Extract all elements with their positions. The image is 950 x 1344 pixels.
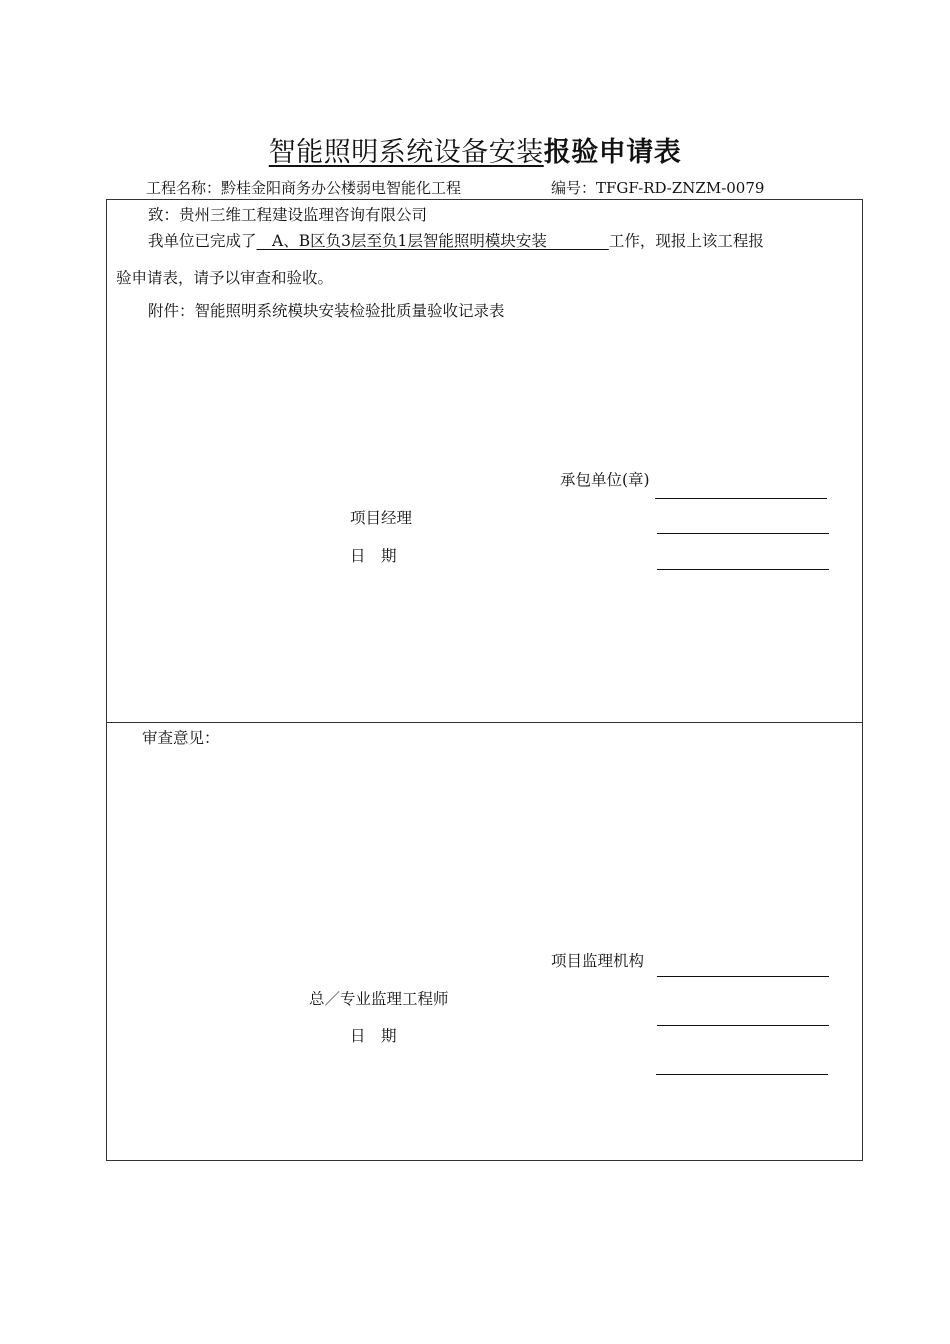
completion-suffix: 工作，现报上该工程报: [608, 232, 764, 250]
review-opinion-label: 审查意见：: [142, 729, 220, 747]
supervising-engineer-signature-line: [657, 1025, 829, 1026]
completed-work: A、B区负3层至负1层智能照明模块安装: [256, 232, 609, 250]
application-date-label: 日 期: [350, 547, 397, 565]
project-manager-label: 项目经理: [350, 509, 413, 527]
title-bold: 报验申请表: [543, 137, 682, 168]
attachment: 附件：智能照明系统模块安装检验批质量验收记录表: [148, 302, 505, 320]
addressee: 致：贵州三维工程建设监理咨询有限公司: [148, 206, 428, 224]
completion-statement-cont: 验申请表，请予以审查和验收。: [116, 269, 334, 287]
review-date-line: [656, 1074, 828, 1075]
review-date-label: 日 期: [350, 1027, 397, 1045]
page-title: [0, 130, 950, 169]
supervising-engineer-label: 总／专业监理工程师: [309, 990, 449, 1008]
completion-prefix: 我单位已完成了: [148, 232, 257, 250]
completion-statement: [148, 229, 764, 251]
supervision-agency-label: 项目监理机构: [551, 952, 645, 970]
contractor-label: 承包单位(章): [560, 471, 650, 489]
application-date-line: [657, 569, 829, 570]
review-section: [106, 722, 863, 1161]
supervision-agency-signature-line: [657, 976, 829, 977]
project-manager-signature-line: [657, 533, 829, 534]
project-name: 工程名称：黔桂金阳商务办公楼弱电智能化工程: [146, 179, 462, 197]
title-underlined: 智能照明系统设备安装: [268, 137, 544, 168]
document-number: 编号：TFGF-RD-ZNZM-0079: [551, 179, 765, 197]
contractor-signature-line: [655, 498, 827, 499]
